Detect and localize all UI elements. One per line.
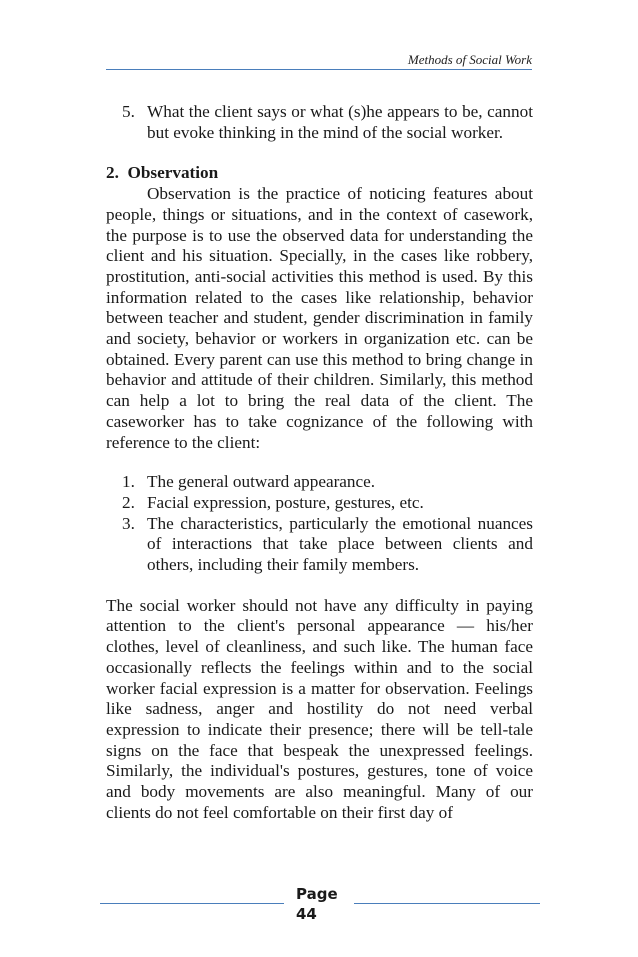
section-paragraph: Observation is the practice of noticing features about people, things or situations, and in the context of casework, the purpose is to use the observed data for understanding the client and his situation. Specially, in the cases like robbery, prostitution, anti-social activities this method is used. By this information related to the cases like relationship, behavior between teacher and student, gender discrimination in family and society, behavior or workers in organization etc. can be obtained. Every parent can use this method to bring change in behavior and attitude of their children. Similarly, this method can help a lot to bring the real data of the client. The caseworker has to take cognizance of the following with reference to the client: (106, 184, 533, 452)
list-item (106, 514, 533, 576)
list-item-text: What the client says or what (s)he appears to be, cannot but evoke thinking in the mind of the social worker. (147, 102, 533, 142)
closing-paragraph: The social worker should not have any difficulty in paying attention to the client's personal appearance — his/her clothes, level of cleanliness, and such like. The human face occasionally reflects the feelings within and to the social worker facial expression is a matter for observation. Feelings like sadness, anger and hostility do not need verbal expression to indicate their presence; there will be tell-tale signs on the face that bespeak the unexpressed feelings. Similarly, the individual's postures, gestures, tone of voice and body movements are also meaningful. Many of our clients do not feel comfortable on their first day of (106, 595, 533, 822)
list-item-text: The general outward appearance. (147, 472, 376, 492)
list-item-text: Facial expression, posture, gestures, etc. (147, 492, 424, 512)
list-item-number: 5. (122, 102, 135, 121)
list-item-number: 1. (122, 472, 135, 492)
continued-list (106, 102, 533, 143)
list-item-number: 3. (122, 513, 135, 533)
page-number: 44 (296, 905, 317, 923)
header-rule (106, 69, 532, 70)
list-item (106, 493, 533, 514)
page-number-label (296, 884, 338, 924)
running-header: Methods of Social Work (407, 52, 532, 67)
list-item-number: 2. (122, 492, 135, 512)
list-item-text: The characteristics, particularly the emotional nuances of interactions that take place between clients and others, including their family members. (147, 513, 533, 575)
footer-rule-left (100, 903, 284, 904)
page-content (106, 102, 533, 824)
list-item (106, 102, 533, 143)
list-item (106, 472, 533, 493)
page-word: Page (296, 885, 338, 903)
observation-list (106, 472, 533, 576)
section-heading: 2. Observation (106, 163, 219, 183)
footer-rule-right (354, 903, 540, 904)
